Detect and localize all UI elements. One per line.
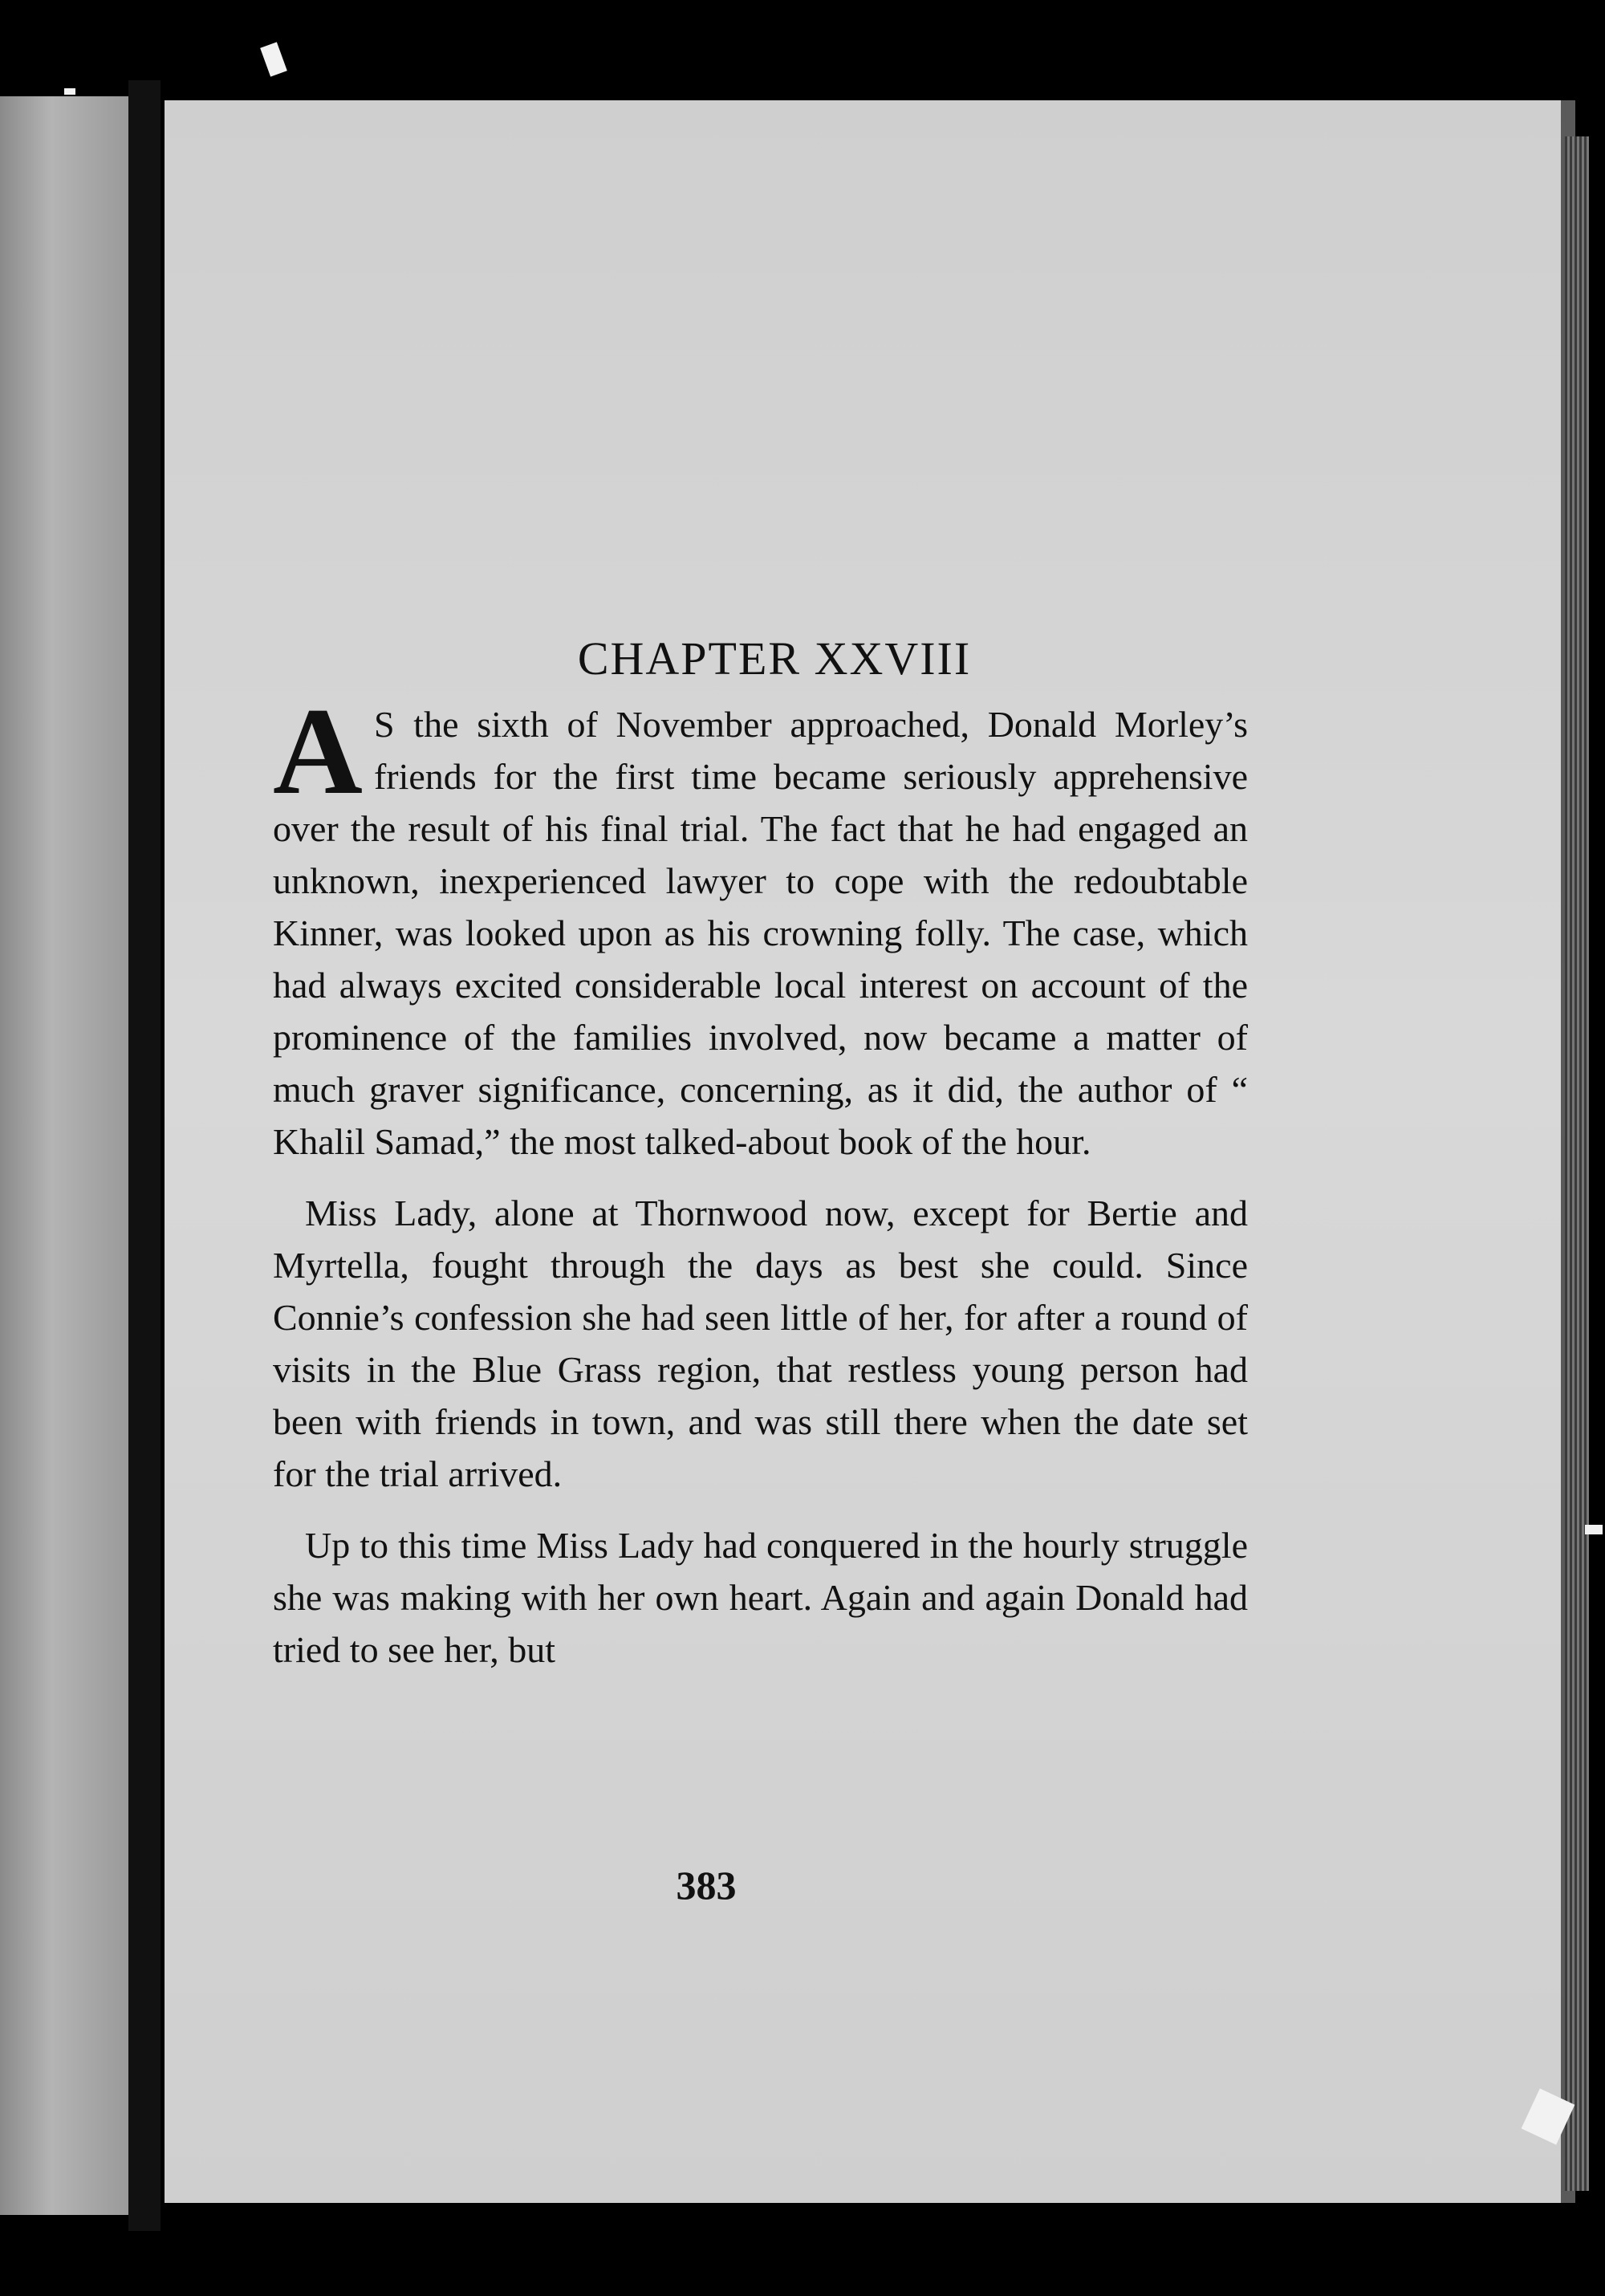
paragraph-1-lead: S	[373, 704, 396, 745]
scan-speck	[260, 42, 287, 76]
paragraph-2: Miss Lady, alone at Thornwood now, except for Bertie and Myrtella, fought through the days as best she could. Since Connie’s confession she had seen little of her, for after a round of visits in the Blue Grass region, that restless young person had been with friends in town, and was still there when the date set for the trial arrived.	[273, 1193, 1248, 1494]
paragraph-1	[273, 682, 1248, 1168]
scan-speck	[1585, 1525, 1603, 1534]
chapter-title: CHAPTER XXVIII	[577, 632, 972, 685]
book-gutter	[128, 80, 160, 2231]
page-number: 383	[676, 1863, 737, 1908]
body-text	[273, 682, 1248, 1695]
scan-speck	[64, 88, 75, 95]
drop-cap: A	[273, 682, 363, 820]
page-stack-edge	[1565, 136, 1589, 2191]
paragraph-1-text: the sixth of November approached, Donald Morley’s friends for the first time became seriously apprehensive over the result of his final trial. The fact that he had engaged an unknown, inexperienced lawyer to cope with the redoubtable Kinner, was looked upon as his crowning folly. The case, which had always excited considerable local interest on account of the prominence of the families involved, now became a matter of much graver significance, concerning, as it did, the author of “ Khalil Samad,” the most talked-about book of the hour.	[273, 704, 1248, 1162]
paragraph-3: Up to this time Miss Lady had conquered in the hourly struggle she was making with her own heart. Again and again Donald had tried to see her, but	[273, 1525, 1248, 1670]
